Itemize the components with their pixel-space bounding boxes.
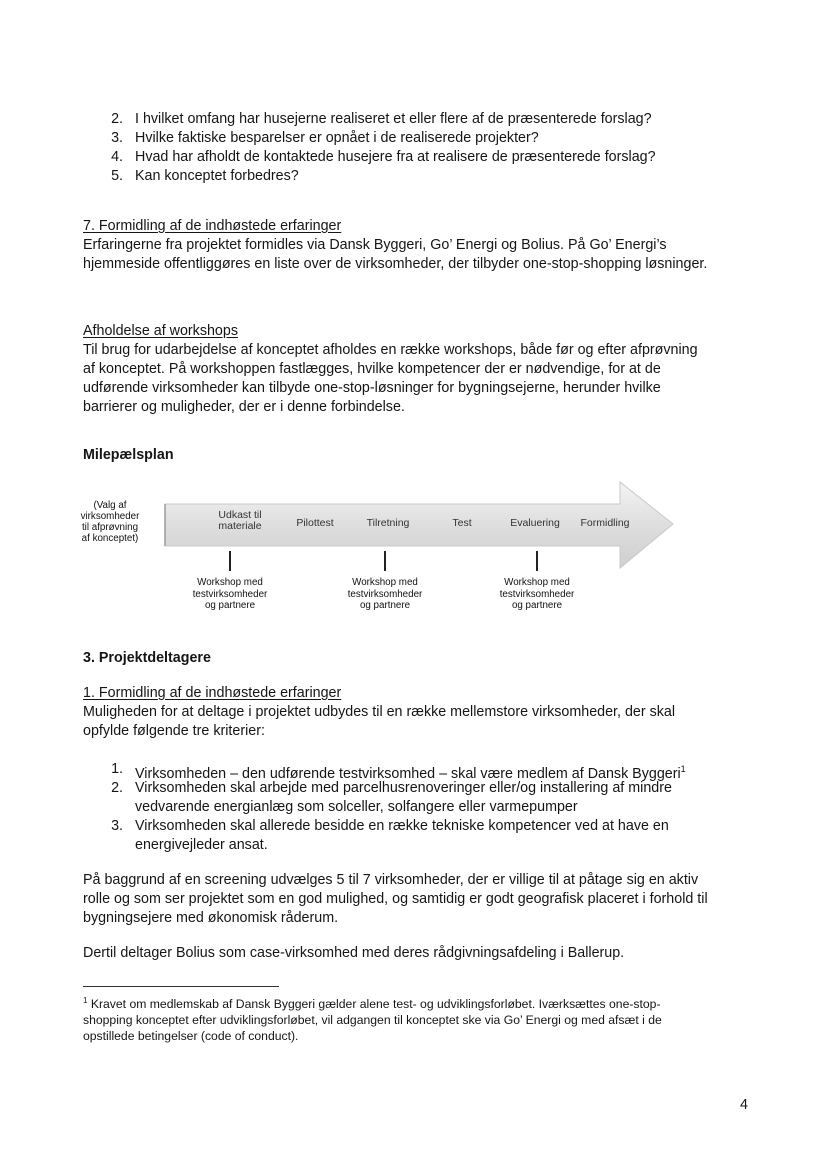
section-heading: 7. Formidling af de indhøstede erfaringer [83, 218, 342, 234]
paragraph-line: barrierer og muligheder, der er i denne forbindelse. [83, 399, 405, 415]
workshop-connector [384, 551, 386, 571]
workshop-connector [536, 551, 538, 571]
list-item: 3. Virksomheden skal allerede besidde en række tekniske kompetencer ved at have en energivejleder ansat. [111, 818, 669, 853]
milestone-diagram [70, 478, 690, 628]
paragraph-line: Dertil deltager Bolius som case-virksomhed med deres rådgivningsafdeling i Ballerup. [83, 945, 625, 961]
sub-heading: 1. Formidling af de indhøstede erfaringer [83, 685, 342, 701]
footnote-line: opstillede betingelser (code of conduct). [83, 1029, 299, 1044]
footnote-line: shopping konceptet efter udviklingsforløbet, vil adgangen til konceptet ske via Go’ Energi og med afsæt i de [83, 1013, 662, 1028]
page-number: 4 [740, 1097, 748, 1113]
paragraph-line: På baggrund af en screening udvælges 5 til 7 virksomheder, der er villige til at påtage sig en aktiv [83, 872, 699, 888]
stage-label: Udkast til materiale [218, 509, 262, 532]
selection-label: (Valg af virksomheder til afprøvning af konceptet) [80, 500, 140, 544]
workshop-label: Workshop med testvirksomheder og partnere [499, 577, 575, 611]
paragraph-line: Muligheden for at deltage i projektet udbydes til en række mellemstore virksomheder, der skal [83, 704, 676, 720]
paragraph-line: udførende virksomheder kan tilbyde one-stop-løsninger for bygningsejerne, herunder hvilke [83, 380, 661, 396]
workshop-label: Workshop med testvirksomheder og partnere [192, 577, 268, 611]
workshop-connector [229, 551, 231, 571]
footnote-mark: 1 [83, 996, 88, 1005]
milestone-heading: Milepælsplan [83, 447, 174, 463]
stage-label: Evaluering [510, 517, 560, 529]
paragraph-line: hjemmeside offentliggøres en liste over de virksomheder, der tilbyder one-stop-shopping løsninger. [83, 256, 708, 272]
footnote-line: $^1$ Kravet om medlemskab af Dansk Byggeri gælder alene test- og udviklingsforløbet. Iværksættes one-stop- [83, 996, 661, 1012]
paragraph-line: Til brug for udarbejdelse af konceptet afholdes en række workshops, både før og efter afprøvning [83, 342, 698, 358]
paragraph-line: opfylde følgende tre kriterier: [83, 723, 265, 739]
stage-label: Pilottest [296, 517, 334, 529]
workshop-label: Workshop med testvirksomheder og partnere [347, 577, 423, 611]
paragraph-line: af konceptet. På workshoppen fastlægges, hvilke kompetencer der er nødvendige, for at de [83, 361, 661, 377]
footnote [83, 993, 662, 1044]
stage-label: Test [452, 517, 472, 529]
paragraph-line: Erfaringerne fra projektet formidles via Dansk Byggeri, Go’ Energi og Bolius. På Go’ Energi’s [83, 237, 667, 253]
list-item: 2. Virksomheden skal arbejde med parcelhusrenoveringer eller/og installering af mindre vedvarende energianlæg som solceller, solfangere eller varmepumper [111, 780, 672, 815]
footnote-ref: 1 [680, 764, 686, 774]
section-heading: 3. Projektdeltagere [83, 650, 211, 666]
list-item: 1. Virksomheden – den udførende testvirksomhed – skal være medlem af Dansk Byggeri$^1$ [111, 761, 686, 782]
section-heading: Afholdelse af workshops [83, 323, 238, 339]
stage-label: Formidling [580, 517, 630, 529]
footnote-divider [83, 986, 279, 987]
paragraph-line: rolle og som ser projektet som en god mulighed, og samtidig er godt geografisk placeret i forhold til [83, 891, 708, 907]
stage-label: Tilretning [366, 517, 410, 529]
paragraph-line: bygningsejere med økonomisk råderum. [83, 910, 339, 926]
